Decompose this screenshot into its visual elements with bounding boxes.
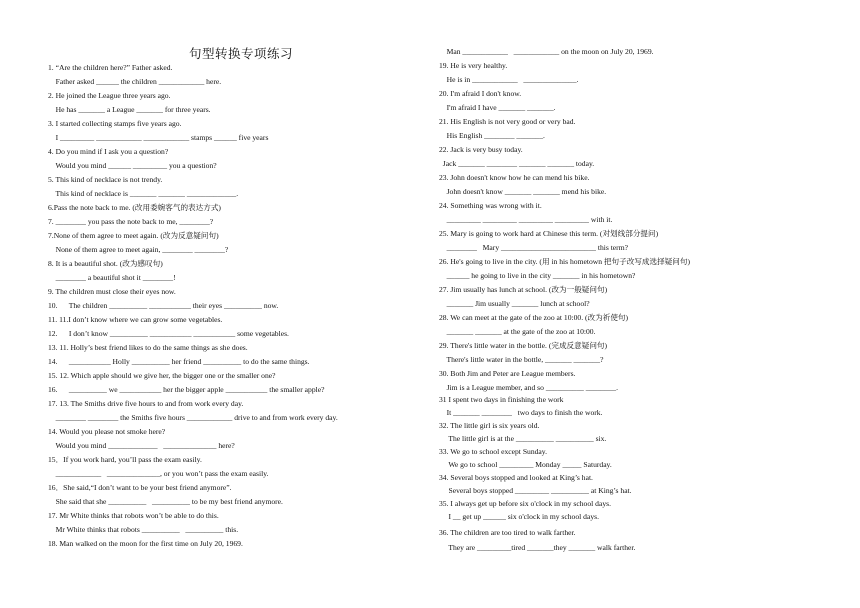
exercise-line: 16. __________ we ___________ her the bigger apple ___________ the smaller apple?	[48, 385, 325, 394]
exercise-line: 17. Mr White thinks that robots won’t be able to do this.	[48, 511, 219, 520]
exercise-line: 18. Man walked on the moon for the first time on July 20, 1969.	[48, 539, 243, 548]
exercise-line: 4. Do you mind if I ask you a question?	[48, 147, 169, 156]
exercise-line: 35. I always get up before six o'clock in my school days.	[439, 499, 611, 508]
exercise-line: 36. The children are too tired to walk farther.	[439, 528, 576, 537]
exercise-line: 12. I don’t know __________ ___________ ___________ some vegetables.	[48, 329, 289, 338]
exercise-line: 16．She said,“I don’t want to be your best friend anymore”.	[48, 483, 232, 492]
exercise-line: 34. Several boys stopped and looked at King’s hat.	[439, 473, 593, 482]
exercise-line: 19. He is very healthy.	[439, 61, 508, 70]
exercise-line: 15. 12. Which apple should we give her, the bigger one or the smaller one?	[48, 371, 276, 380]
exercise-line: 11. 11.I don’t know where we can grow some vegetables.	[48, 315, 223, 324]
exercise-line: Jim is a League member, and so __________ ________.	[439, 383, 618, 392]
exercise-line: ____________ ______________, or you won’t pass the exam easily.	[48, 469, 269, 478]
exercise-line: 3. I started collecting stamps five years ago.	[48, 119, 182, 128]
exercise-line: _______ Jim usually _______ lunch at school?	[439, 299, 590, 308]
exercise-line: Several boys stopped _________ __________ at King’s hat.	[439, 486, 632, 495]
exercise-line: It _______ ________ two days to finish the work.	[439, 408, 603, 417]
exercise-line: 14. Would you please not smoke here?	[48, 427, 166, 436]
exercise-line: 14. ___________ Holly __________ her friend __________ to do the same things.	[48, 357, 310, 366]
exercise-line: 29. There's little water in the bottle. (完成反意疑问句)	[439, 341, 608, 350]
exercise-line: 9. The children must close their eyes now.	[48, 287, 176, 296]
exercise-line: ______ he going to live in the city _______ in his hometown?	[439, 271, 636, 280]
exercise-line: 32. The little girl is six years old.	[439, 421, 540, 430]
exercise-line: 10. The children __________ ___________ their eyes __________ now.	[48, 301, 279, 310]
exercise-line: Man ____________ ____________ on the moon on July 20, 1969.	[439, 47, 654, 56]
page-title: 句型转换专项练习	[188, 46, 293, 61]
exercise-line: 7.None of them agree to meet again. (改为反意疑问句)	[48, 231, 219, 240]
exercise-line: ________ ________ the Smiths five hours ____________ drive to and from work every day.	[48, 413, 338, 422]
exercise-line: 30. Both Jim and Peter are League members.	[439, 369, 576, 378]
exercise-line: 17. 13. The Smiths drive five hours to and from work every day.	[48, 399, 244, 408]
exercise-line: Would you mind _____________ ______________ here?	[48, 441, 235, 450]
exercise-line: I __ get up ______ six o'clock in my school days.	[439, 512, 599, 521]
exercise-line: He is in ____________ ______________.	[439, 75, 579, 84]
exercise-line: _______ _______ at the gate of the zoo at 10:00.	[439, 327, 596, 336]
exercise-line: 31 I spent two days in finishing the work	[439, 395, 564, 404]
exercise-line: Jack _______ ________ _______ _______ today.	[439, 159, 595, 168]
exercise-line: 2. He joined the League three years ago.	[48, 91, 171, 100]
exercise-line: ________ a beautiful shot it ________!	[48, 273, 176, 282]
exercise-line: 13. 11. Holly’s best friend likes to do the same things as she does.	[48, 343, 248, 352]
exercise-line: ________ Mary _________________________ this term?	[439, 243, 628, 252]
exercise-line: 8. It is a beautiful shot. (改为感叹句)	[48, 259, 163, 268]
exercise-line: His English ________ _______.	[439, 131, 545, 140]
exercise-line: 6.Pass the note back to me. (改用委婉客气的表达方式)	[48, 203, 221, 212]
exercise-line: There's little water in the bottle, _______ _______?	[439, 355, 604, 364]
exercise-line: 22. Jack is very busy today.	[439, 145, 523, 154]
exercise-line: He has _______ a League _______ for three years.	[48, 105, 211, 114]
exercise-line: 27. Jim usually has lunch at school. (改为一般疑问句)	[439, 285, 608, 294]
exercise-line: 15．If you work hard, you’ll pass the exam easily.	[48, 455, 202, 464]
exercise-line: 26. He's going to live in the city. (用 in his hometown 把句子改写成选择疑问句)	[439, 257, 691, 266]
exercise-line: 24. Something was wrong with it.	[439, 201, 542, 210]
exercise-line: 23. John doesn't know how he can mend his bike.	[439, 173, 590, 182]
exercise-line: Would you mind ______ _________ you a question?	[48, 161, 217, 170]
exercise-line: Mr White thinks that robots __________ __________ this.	[48, 525, 239, 534]
exercise-line: 7. ________ you pass the note back to me, ________?	[48, 217, 214, 226]
exercise-line: 1. “Are the children here?” Father asked.	[48, 63, 173, 72]
exercise-line: I _________ ____________ ____________ stamps ______ five years	[48, 133, 269, 142]
exercise-line: None of them agree to meet again, ________ ________?	[48, 245, 229, 254]
exercise-line: 33. We go to school except Sunday.	[439, 447, 548, 456]
exercise-line: 5. This kind of necklace is not trendy.	[48, 175, 163, 184]
exercise-line: The little girl is at the __________ __________ six.	[439, 434, 607, 443]
exercise-line: _________ _________ _________ _________ with it.	[439, 215, 613, 224]
exercise-line: John doesn't know _______ _______ mend his bike.	[439, 187, 607, 196]
exercise-line: 21. His English is not very good or very bad.	[439, 117, 576, 126]
exercise-line: 28. We can meet at the gate of the zoo at 10:00. (改为祈使句)	[439, 313, 629, 322]
exercise-line: She said that she __________ __________ to be my best friend anymore.	[48, 497, 283, 506]
exercise-line: 20. I'm afraid I don't know.	[439, 89, 522, 98]
exercise-line: 25. Mary is going to work hard at Chinese this term. (对划线部分提问)	[439, 229, 659, 238]
exercise-line: Father asked ______ the children ____________ here.	[48, 77, 222, 86]
exercise-line: They are _________tired _______they _______ walk farther.	[439, 543, 636, 552]
exercise-line: I'm afraid I have _______ _______.	[439, 103, 556, 112]
exercise-line: We go to school _________ Monday _____ Saturday.	[439, 460, 612, 469]
exercise-line: This kind of necklace is _______ _______ _____________.	[48, 189, 239, 198]
